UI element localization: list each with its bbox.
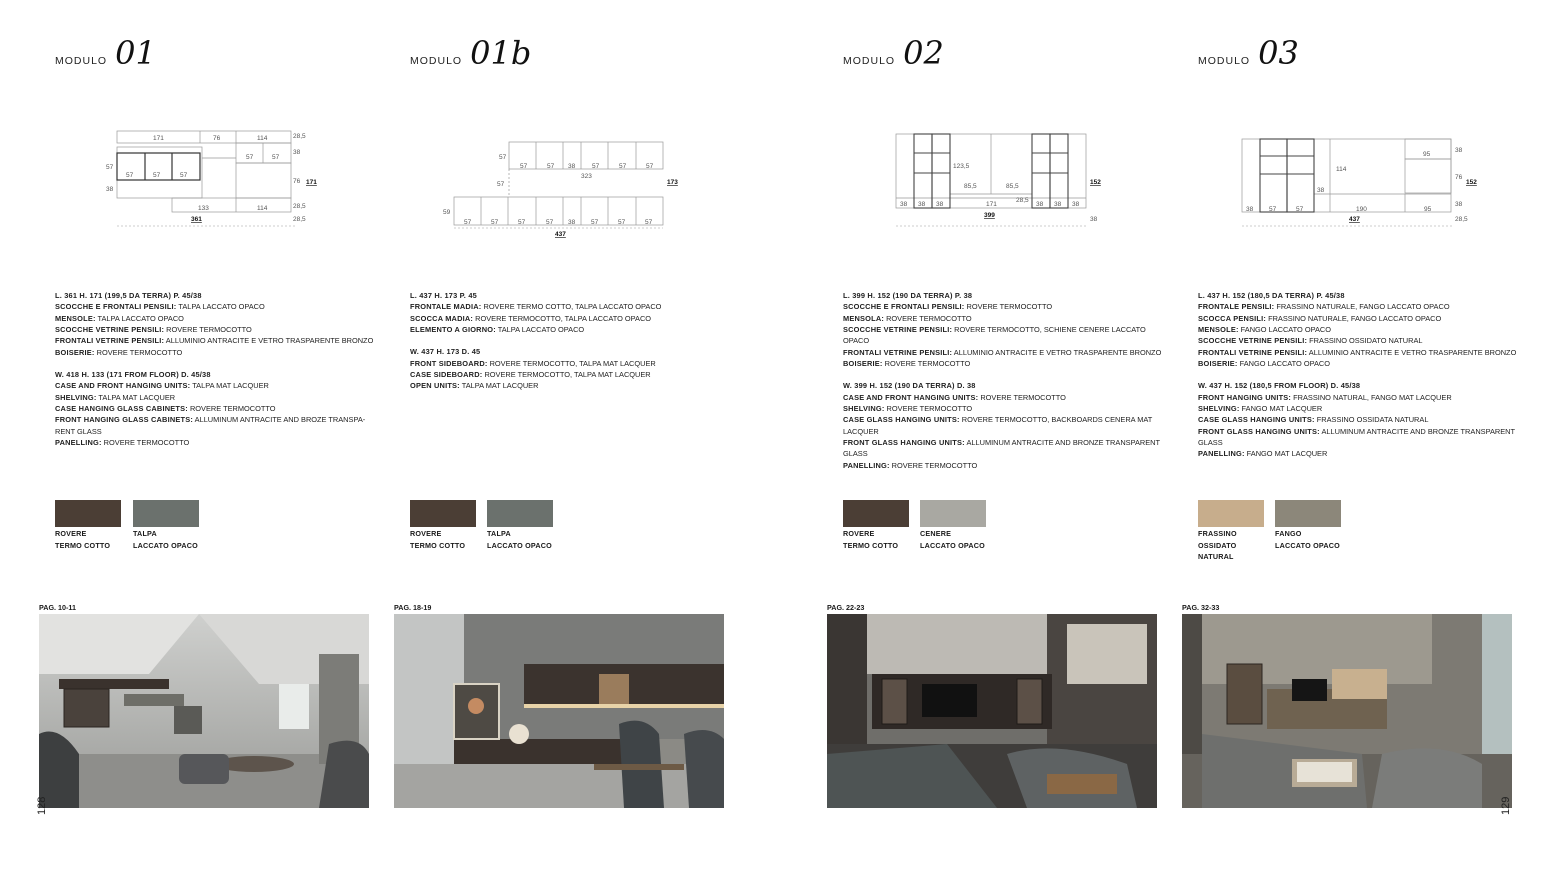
- dimension-label: 38: [936, 201, 944, 208]
- module-word: MODULO: [55, 55, 108, 67]
- swatch-name: ROVERE: [410, 529, 442, 538]
- spec-line: GLASS: [1198, 438, 1223, 448]
- dimension-label: 38: [1036, 201, 1044, 208]
- spec-line: MENSOLA: ROVERE TERMOCOTTO: [843, 313, 972, 323]
- spec-line: SCOCCA PENSILI: FRASSINO NATURALE, FANGO LACCATO OPACO: [1198, 313, 1442, 323]
- dimension-label: 171: [306, 179, 317, 186]
- dimension-label: 85,5: [1006, 183, 1019, 190]
- swatch-finish: LACCATO OPACO: [133, 540, 198, 550]
- page-number-left: 128: [36, 796, 48, 815]
- spec-line: W. 437 H. 173 D. 45: [410, 347, 481, 357]
- swatch-chip: [133, 500, 199, 527]
- dimension-label: 190: [1356, 206, 1367, 213]
- dimension-label: 28,5: [293, 203, 306, 210]
- swatch-name: ROVERE: [55, 529, 87, 538]
- technical-drawing: [883, 128, 1173, 230]
- dimension-label: 173: [667, 179, 678, 186]
- spec-line: BOISERIE: FANGO LACCATO OPACO: [1198, 359, 1330, 369]
- dimension-label: 38: [568, 163, 576, 170]
- interior-photo-image: [39, 614, 369, 808]
- technical-drawing: [440, 128, 730, 240]
- dimension-label: 152: [1466, 179, 1477, 186]
- page-reference: PAG. 22-23: [827, 603, 865, 612]
- specifications: [55, 290, 385, 448]
- interior-photo-image: [1182, 614, 1512, 808]
- module-heading: [1198, 34, 1299, 72]
- spec-line: PANELLING: FANGO MAT LACQUER: [1198, 449, 1328, 459]
- spec-line: W. 437 H. 152 (180,5 FROM FLOOR) D. 45/38: [1198, 381, 1361, 391]
- swatch-chip: [843, 500, 909, 527]
- dimension-label: 57: [1269, 206, 1277, 213]
- dimension-label: 28,5: [293, 133, 306, 140]
- dimension-label: 57: [1296, 206, 1304, 213]
- swatch-name: FRASSINO: [1198, 529, 1237, 538]
- swatch-chip: [55, 500, 121, 527]
- swatch-chip: [410, 500, 476, 527]
- spec-line: OPEN UNITS: TALPA MAT LACQUER: [410, 381, 539, 391]
- spec-line: FRONTALI VETRINE PENSILI: ALLUMINIO ANTRACITE E VETRO TRASPARENTE BRONZO: [1198, 347, 1517, 357]
- finish-swatch: [133, 500, 199, 551]
- swatch-chip: [1198, 500, 1264, 527]
- dimension-label: 57: [646, 163, 654, 170]
- module-number: 01: [115, 34, 156, 72]
- spec-line: CASE HANGING GLASS CABINETS: ROVERE TERMOCOTTO: [55, 404, 276, 414]
- spec-line: SCOCCHE E FRONTALI PENSILI: ROVERE TERMOCOTTO: [843, 302, 1053, 312]
- dimension-label: 28,5: [1455, 216, 1468, 223]
- dimension-label: 57: [126, 172, 134, 179]
- spec-line: ELEMENTO A GIORNO: TALPA LACCATO OPACO: [410, 325, 585, 335]
- swatch-name: TALPA: [487, 529, 511, 538]
- dimension-label: 59: [443, 209, 451, 216]
- finish-swatch: [1198, 500, 1264, 563]
- interior-photo: [394, 614, 724, 808]
- spec-line: RENT GLASS: [55, 426, 102, 436]
- dimension-label: 114: [257, 135, 268, 142]
- swatch-finish: TERMO COTTO: [843, 540, 899, 550]
- module-number: 03: [1258, 34, 1299, 72]
- swatch-finish: LACCATO OPACO: [920, 540, 985, 550]
- swatch-chip: [1275, 500, 1341, 527]
- dimension-label: 133: [198, 205, 209, 212]
- spec-line: L. 437 H. 152 (180,5 DA TERRA) P. 45/38: [1198, 291, 1345, 300]
- spec-line: BOISERIE: ROVERE TERMOCOTTO: [843, 359, 971, 369]
- dimension-label: 57: [546, 219, 554, 226]
- dimension-label: 95: [1424, 206, 1432, 213]
- spec-line: L. 361 H. 171 (199,5 DA TERRA) P. 45/38: [55, 291, 202, 300]
- swatch-chip: [487, 500, 553, 527]
- swatch-name: TALPA: [133, 529, 157, 538]
- dimension-label: 114: [257, 205, 268, 212]
- interior-photo-image: [827, 614, 1157, 808]
- dimension-label: 38: [106, 186, 114, 193]
- spec-line: W. 418 H. 133 (171 FROM FLOOR) D. 45/38: [55, 370, 211, 380]
- spec-line: SCOCCHE E FRONTALI PENSILI: TALPA LACCATO OPACO: [55, 302, 265, 312]
- finish-swatch: [843, 500, 909, 551]
- spec-line: FRONT GLASS HANGING UNITS: ALLUMINUM ANTRACITE AND BRONZE TRANSPARENT: [843, 438, 1161, 448]
- dimension-label: 57: [153, 172, 161, 179]
- dimension-label: 57: [491, 219, 499, 226]
- dimension-label: 38: [1246, 206, 1254, 213]
- module-heading: [55, 34, 156, 72]
- dimension-label: 38: [1090, 216, 1098, 223]
- swatch-name: FANGO: [1275, 529, 1302, 538]
- dimension-label: 57: [645, 219, 653, 226]
- dimension-label: 171: [986, 201, 997, 208]
- dimension-label: 57: [246, 154, 254, 161]
- spec-line: SCOCCA MADIA: ROVERE TERMOCOTTO, TALPA LACCATO OPACO: [410, 313, 652, 323]
- dimension-label: 28,5: [293, 216, 306, 223]
- spec-line: CASE AND FRONT HANGING UNITS: ROVERE TERMOCOTTO: [843, 392, 1066, 402]
- dimension-label: 38: [568, 219, 576, 226]
- spec-line: CASE AND FRONT HANGING UNITS: TALPA MAT LACQUER: [55, 381, 269, 391]
- spec-line: SCOCCHE VETRINE PENSILI: ROVERE TERMOCOTTO, SCHIENE CENERE LACCATO OPACO: [843, 325, 1146, 346]
- dimension-label: 57: [497, 181, 505, 188]
- page-number-right: 129: [1500, 796, 1512, 815]
- technical-drawing: [1228, 128, 1518, 230]
- dimension-label: 361: [191, 216, 202, 223]
- dimension-label: 399: [984, 212, 995, 219]
- dimension-label: 57: [180, 172, 188, 179]
- swatch-name: ROVERE: [843, 529, 875, 538]
- dimension-label: 57: [464, 219, 472, 226]
- dimension-label: 38: [900, 201, 908, 208]
- finish-swatch: [55, 500, 121, 551]
- spec-line: FRONT HANGING GLASS CABINETS: ALLUMINUM ANTRACITE AND BROZE TRANSPA-: [55, 415, 366, 425]
- spec-line: CASE GLASS HANGING UNITS: ROVERE TERMOCOTTO, BACKBOARDS CENERA MAT LACQUER: [843, 415, 1153, 436]
- dimension-label: 57: [520, 163, 528, 170]
- dimension-label: 76: [1455, 174, 1463, 181]
- swatch-finish: LACCATO OPACO: [1275, 540, 1340, 550]
- dimension-label: 57: [518, 219, 526, 226]
- swatch-finish: LACCATO OPACO: [487, 540, 552, 550]
- dimension-label: 85,5: [964, 183, 977, 190]
- dimension-label: 38: [1455, 201, 1463, 208]
- module-number: 01b: [470, 34, 532, 72]
- spec-line: L. 399 H. 152 (190 DA TERRA) P. 38: [843, 291, 973, 300]
- dimension-label: 323: [581, 173, 592, 180]
- module-word: MODULO: [843, 55, 896, 67]
- spec-line: L. 437 H. 173 P. 45: [410, 291, 477, 300]
- dimension-label: 38: [1072, 201, 1080, 208]
- specifications: [843, 290, 1163, 471]
- page-reference: PAG. 32-33: [1182, 603, 1220, 612]
- module-word: MODULO: [1198, 55, 1251, 67]
- dimension-label: 38: [1317, 187, 1325, 194]
- spec-line: FRONT GLASS HANGING UNITS: ALLUMINUM ANTRACITE AND BRONZE TRANSPARENT: [1198, 426, 1516, 436]
- finish-swatch: [920, 500, 986, 551]
- dimension-label: 76: [213, 135, 221, 142]
- dimension-label: 437: [1349, 216, 1360, 223]
- module-word: MODULO: [410, 55, 463, 67]
- swatch-finish: OSSIDATO NATURAL: [1198, 540, 1237, 561]
- dimension-label: 152: [1090, 179, 1101, 186]
- spec-line: CASE GLASS HANGING UNITS: FRASSINO OSSIDATA NATURAL: [1198, 415, 1429, 425]
- dimension-label: 171: [153, 135, 164, 142]
- dimension-label: 57: [547, 163, 555, 170]
- spec-line: FRONTALE PENSILI: FRASSINO NATURALE, FANGO LACCATO OPACO: [1198, 302, 1450, 312]
- swatch-chip: [920, 500, 986, 527]
- dimension-label: 76: [293, 178, 301, 185]
- spec-line: CASE SIDEBOARD: ROVERE TERMOCOTTO, TALPA MAT LACQUER: [410, 370, 651, 380]
- spec-line: MENSOLE: TALPA LACCATO OPACO: [55, 313, 184, 323]
- dimension-label: 57: [499, 154, 507, 161]
- spec-line: FRONT SIDEBOARD: ROVERE TERMOCOTTO, TALPA MAT LACQUER: [410, 358, 656, 368]
- dimension-label: 57: [619, 163, 627, 170]
- finish-swatch: [410, 500, 476, 551]
- spec-line: FRONT HANGING UNITS: FRASSINO NATURAL, FANGO MAT LACQUER: [1198, 392, 1452, 402]
- dimension-label: 57: [272, 154, 280, 161]
- module-heading: [843, 34, 944, 72]
- spec-line: SHELVING: TALPA MAT LACQUER: [55, 392, 176, 402]
- finish-swatch: [487, 500, 553, 551]
- dimension-label: 437: [555, 231, 566, 238]
- spec-line: FRONTALE MADIA: ROVERE TERMO COTTO, TALPA LACCATO OPACO: [410, 302, 662, 312]
- dimension-label: 57: [592, 163, 600, 170]
- module-number: 02: [903, 34, 944, 72]
- spec-line: MENSOLE: FANGO LACCATO OPACO: [1198, 325, 1332, 335]
- interior-photo: [827, 614, 1157, 808]
- finish-swatch: [1275, 500, 1341, 551]
- dimension-label: 38: [293, 149, 301, 156]
- spec-line: SCOCCHE VETRINE PENSILI: FRASSINO OSSIDATO NATURAL: [1198, 336, 1423, 346]
- interior-photo: [1182, 614, 1512, 808]
- interior-photo: [39, 614, 369, 808]
- specifications: [410, 290, 740, 392]
- spec-line: FRONTALI VETRINE PENSILI: ALLUMINIO ANTRACITE E VETRO TRASPARENTE BRONZO: [55, 336, 374, 346]
- spec-line: BOISERIE: ROVERE TERMOCOTTO: [55, 347, 183, 357]
- technical-drawing: [100, 128, 380, 228]
- swatch-name: CENERE: [920, 529, 952, 538]
- spec-line: FRONTALI VETRINE PENSILI: ALLUMINIO ANTRACITE E VETRO TRASPARENTE BRONZO: [843, 347, 1162, 357]
- specifications: [1198, 290, 1518, 460]
- swatch-finish: TERMO COTTO: [410, 540, 466, 550]
- module-heading: [410, 34, 531, 72]
- dimension-label: 28,5: [1016, 197, 1029, 204]
- dimension-label: 57: [106, 164, 114, 171]
- spec-line: GLASS: [843, 449, 868, 459]
- spec-line: SCOCCHE VETRINE PENSILI: ROVERE TERMOCOTTO: [55, 325, 252, 335]
- dimension-label: 57: [591, 219, 599, 226]
- spec-line: SHELVING: FANGO MAT LACQUER: [1198, 404, 1323, 414]
- dimension-label: 95: [1423, 151, 1431, 158]
- spec-line: PANELLING: ROVERE TERMOCOTTO: [55, 438, 190, 448]
- swatch-finish: TERMO COTTO: [55, 540, 111, 550]
- page-reference: PAG. 10-11: [39, 603, 77, 612]
- page-reference: PAG. 18-19: [394, 603, 432, 612]
- spec-line: SHELVING: ROVERE TERMOCOTTO: [843, 404, 973, 414]
- dimension-label: 123,5: [953, 163, 970, 170]
- dimension-label: 38: [1455, 147, 1463, 154]
- dimension-label: 114: [1336, 166, 1347, 173]
- dimension-label: 57: [618, 219, 626, 226]
- interior-photo-image: [394, 614, 724, 808]
- spec-line: W. 399 H. 152 (190 DA TERRA) D. 38: [843, 381, 976, 391]
- dimension-label: 38: [1054, 201, 1062, 208]
- spec-line: PANELLING: ROVERE TERMOCOTTO: [843, 460, 978, 470]
- dimension-label: 38: [918, 201, 926, 208]
